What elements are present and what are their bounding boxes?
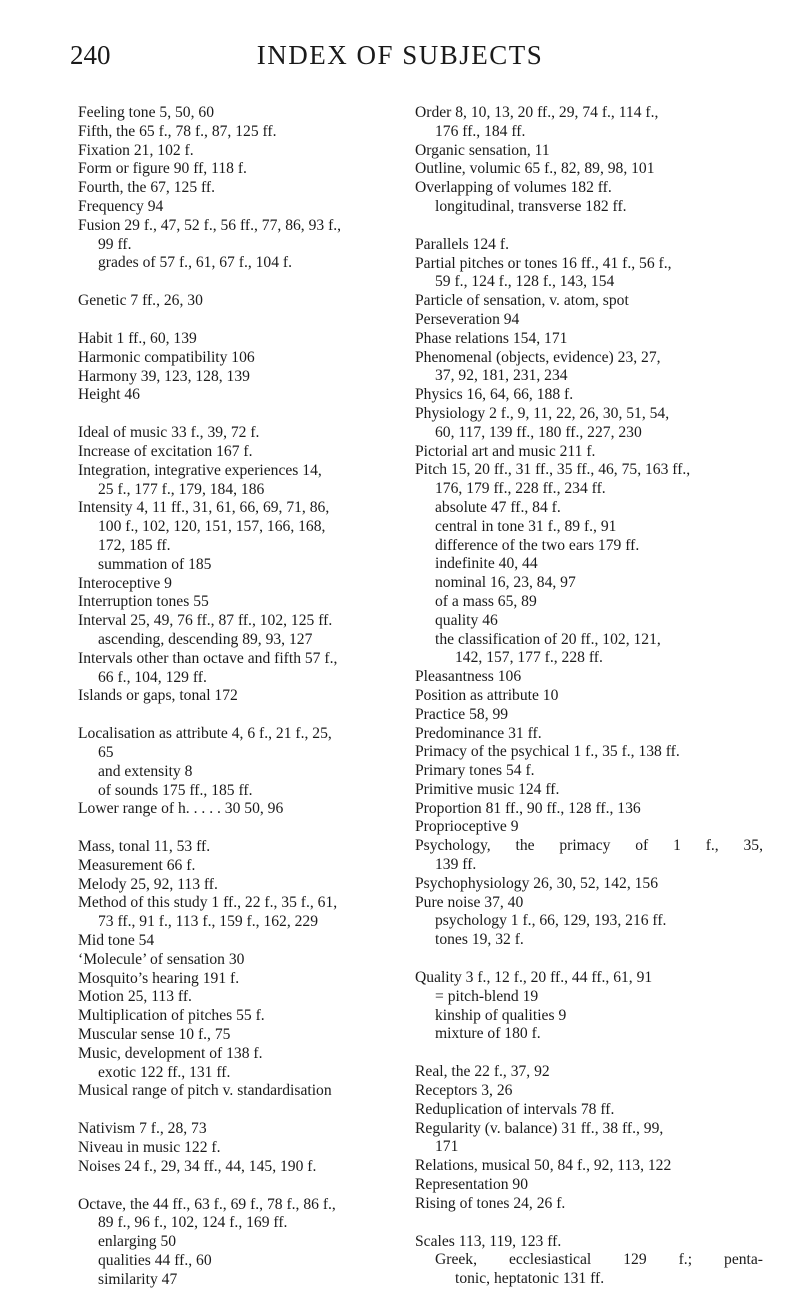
index-subentry — [415, 1007, 763, 1026]
index-line: 59 f., 124 f., 128 f., 143, 154 — [435, 273, 615, 291]
index-line: Psychophysiology 26, 30, 52, 142, 156 — [415, 874, 659, 892]
index-line: Greek, ecclesiastical 129 f.; penta- — [435, 1251, 763, 1269]
index-entry — [78, 123, 418, 142]
index-entry — [78, 368, 418, 387]
index-entry — [415, 311, 763, 330]
index-line: absolute 47 ff., 84 f. — [435, 498, 561, 516]
index-entry — [78, 160, 418, 179]
section-gap — [78, 1101, 418, 1120]
section-gap — [415, 1214, 763, 1233]
index-entry — [415, 461, 763, 499]
index-entry — [78, 951, 418, 970]
index-entry — [78, 1158, 418, 1177]
index-line: Pitch 15, 20 ff., 31 ff., 35 ff., 46, 75, 163 ff., — [415, 461, 691, 479]
index-line: longitudinal, transverse 182 ff. — [435, 197, 627, 215]
index-line: Melody 25, 92, 113 ff. — [78, 875, 218, 893]
index-line: Frequency 94 — [78, 197, 164, 215]
index-entry — [415, 762, 763, 781]
index-entry — [78, 104, 418, 123]
index-subentry — [78, 1252, 418, 1271]
index-subentry — [415, 574, 763, 593]
index-line: Feeling tone 5, 50, 60 — [78, 104, 214, 121]
index-entry — [415, 837, 763, 875]
index-line: of a mass 65, 89 — [435, 592, 537, 610]
index-column-right — [415, 104, 763, 1289]
index-line: Intervals other than octave and fifth 57 f., — [78, 649, 338, 667]
index-entry — [78, 970, 418, 989]
index-line: Music, development of 138 f. — [78, 1044, 263, 1062]
section-gap — [415, 950, 763, 969]
index-entry — [78, 800, 418, 819]
index-line: Integration, integrative experiences 14, — [78, 461, 322, 479]
index-entry — [415, 706, 763, 725]
index-entry — [78, 1007, 418, 1026]
index-line: kinship of qualities 9 — [435, 1006, 567, 1024]
index-entry — [78, 198, 418, 217]
index-subentry — [415, 499, 763, 518]
index-line: Interoceptive 9 — [78, 574, 172, 592]
index-entry — [415, 1195, 763, 1214]
page-number: 240 — [70, 40, 111, 70]
index-entry — [415, 142, 763, 161]
index-line: Fourth, the 67, 125 ff. — [78, 179, 216, 197]
index-entry — [415, 969, 763, 988]
index-line: Proportion 81 ff., 90 ff., 128 ff., 136 — [415, 799, 641, 817]
section-gap — [78, 311, 418, 330]
index-line: 100 f., 102, 120, 151, 157, 166, 168, — [98, 518, 326, 536]
index-line: Rising of tones 24, 26 f. — [415, 1194, 566, 1212]
index-entry — [415, 1157, 763, 1176]
index-line: 66 f., 104, 129 ff. — [98, 668, 207, 686]
index-line: Practice 58, 99 — [415, 705, 509, 723]
index-line: summation of 185 — [98, 555, 212, 573]
index-entry — [415, 1120, 763, 1158]
index-line: Proprioceptive 9 — [415, 818, 519, 836]
index-line: Parallels 124 f. — [415, 235, 509, 253]
index-entry — [78, 1082, 418, 1101]
section-gap — [78, 1177, 418, 1196]
section-gap — [78, 273, 418, 292]
index-line: Regularity (v. balance) 31 ff., 38 ff., 99, — [415, 1119, 664, 1137]
index-entry — [78, 894, 418, 932]
index-line: 176 ff., 184 ff. — [435, 122, 526, 140]
index-line: 65 — [98, 743, 114, 761]
index-entry — [415, 875, 763, 894]
index-line: Noises 24 f., 29, 34 ff., 44, 145, 190 f. — [78, 1157, 317, 1175]
index-line: ascending, descending 89, 93, 127 — [98, 630, 313, 648]
index-entry — [78, 687, 418, 706]
section-gap — [415, 217, 763, 236]
index-line: 89 f., 96 f., 102, 124 f., 169 ff. — [98, 1214, 288, 1232]
index-subentry — [415, 912, 763, 931]
index-entry — [415, 386, 763, 405]
index-entry — [415, 255, 763, 293]
index-entry — [78, 424, 418, 443]
index-subentry — [415, 612, 763, 631]
index-subentry — [415, 198, 763, 217]
index-entry — [78, 932, 418, 951]
index-subentry — [78, 556, 418, 575]
index-entry — [78, 1026, 418, 1045]
page-header — [0, 40, 800, 84]
index-entry — [78, 650, 418, 688]
index-entry — [78, 725, 418, 763]
index-entry — [415, 1101, 763, 1120]
index-line: Particle of sensation, v. atom, spot — [415, 292, 629, 310]
index-line: Physics 16, 64, 66, 188 f. — [415, 386, 574, 404]
index-line: and extensity 8 — [98, 762, 193, 780]
index-entry — [415, 349, 763, 387]
index-subentry — [415, 537, 763, 556]
index-entry — [78, 349, 418, 368]
index-line: Phase relations 154, 171 — [415, 329, 568, 347]
index-subentry — [78, 763, 418, 782]
index-line: Reduplication of intervals 78 ff. — [415, 1100, 615, 1118]
index-line: 171 — [435, 1138, 459, 1156]
index-line: Lower range of h. . . . . 30 50, 96 — [78, 800, 284, 818]
index-line: 25 f., 177 f., 179, 184, 186 — [98, 480, 265, 498]
index-line: Position as attribute 10 — [415, 686, 559, 704]
index-subentry — [78, 1233, 418, 1252]
index-line: 142, 157, 177 f., 228 ff. — [455, 649, 603, 667]
index-line: Physiology 2 f., 9, 11, 22, 26, 30, 51, 54, — [415, 404, 670, 422]
index-line: Musical range of pitch v. standardisation — [78, 1082, 332, 1100]
index-subentry — [415, 931, 763, 950]
index-line: tones 19, 32 f. — [435, 931, 524, 949]
index-entry — [78, 575, 418, 594]
index-subentry — [78, 254, 418, 273]
index-entry — [78, 838, 418, 857]
index-line: Ideal of music 33 f., 39, 72 f. — [78, 424, 260, 442]
index-line: Primary tones 54 f. — [415, 762, 535, 780]
index-entry — [78, 330, 418, 349]
index-column-left — [78, 104, 418, 1290]
index-entry — [78, 443, 418, 462]
index-line: Pure noise 37, 40 — [415, 893, 524, 911]
index-line: Multiplication of pitches 55 f. — [78, 1007, 265, 1025]
running-head: INDEX OF SUBJECTS — [256, 40, 544, 70]
index-line: Motion 25, 113 ff. — [78, 988, 192, 1006]
index-line: Fusion 29 f., 47, 52 f., 56 ff., 77, 86, 93 f., — [78, 216, 342, 234]
index-line: Primitive music 124 ff. — [415, 780, 560, 798]
index-line: Method of this study 1 ff., 22 f., 35 f., 61, — [78, 894, 338, 912]
index-subentry — [415, 631, 763, 669]
index-line: Habit 1 ff., 60, 139 — [78, 329, 197, 347]
index-line: Measurement 66 f. — [78, 856, 196, 874]
index-line: Primacy of the psychical 1 f., 35 f., 138 ff. — [415, 743, 680, 761]
index-line: Form or figure 90 ff, 118 f. — [78, 160, 247, 178]
index-line: Phenomenal (objects, evidence) 23, 27, — [415, 348, 661, 366]
index-entry — [78, 1139, 418, 1158]
index-line: 37, 92, 181, 231, 234 — [435, 367, 568, 385]
index-entry — [78, 462, 418, 500]
index-entry — [415, 292, 763, 311]
index-entry — [415, 800, 763, 819]
index-line: enlarging 50 — [98, 1233, 177, 1251]
index-line: Localisation as attribute 4, 6 f., 21 f., 25, — [78, 725, 332, 743]
index-line: Octave, the 44 ff., 63 f., 69 f., 78 f., 86 f., — [78, 1195, 336, 1213]
index-line: grades of 57 f., 61, 67 f., 104 f. — [98, 254, 293, 272]
index-entry — [78, 499, 418, 555]
index-line: of sounds 175 ff., 185 ff. — [98, 781, 253, 799]
index-subentry — [415, 988, 763, 1007]
index-entry — [415, 894, 763, 913]
index-entry — [78, 612, 418, 631]
index-entry — [415, 668, 763, 687]
index-subentry — [415, 593, 763, 612]
index-entry — [415, 1176, 763, 1195]
index-line: Quality 3 f., 12 f., 20 ff., 44 ff., 61, 91 — [415, 969, 653, 987]
index-line: indefinite 40, 44 — [435, 555, 538, 573]
index-subentry — [78, 631, 418, 650]
index-line: Pleasantness 106 — [415, 668, 522, 686]
index-line: Representation 90 — [415, 1176, 529, 1194]
index-entry — [415, 1233, 763, 1252]
section-gap — [78, 706, 418, 725]
index-subentry — [415, 1251, 763, 1289]
index-entry — [415, 818, 763, 837]
section-gap — [78, 405, 418, 424]
index-entry — [78, 386, 418, 405]
index-line: Receptors 3, 26 — [415, 1082, 513, 1100]
index-line: Niveau in music 122 f. — [78, 1139, 221, 1157]
index-entry — [78, 1196, 418, 1234]
index-line: Partial pitches or tones 16 ff., 41 f., 56 f., — [415, 254, 672, 272]
index-line: 60, 117, 139 ff., 180 ff., 227, 230 — [435, 423, 642, 441]
index-entry — [78, 593, 418, 612]
index-entry — [415, 179, 763, 198]
index-entry — [78, 142, 418, 161]
index-line: Organic sensation, 11 — [415, 141, 550, 159]
index-entry — [78, 1120, 418, 1139]
index-subentry — [415, 1025, 763, 1044]
index-entry — [415, 743, 763, 762]
index-line: Height 46 — [78, 386, 140, 404]
index-subentry — [78, 1064, 418, 1083]
index-line: Muscular sense 10 f., 75 — [78, 1026, 231, 1044]
index-line: quality 46 — [435, 611, 498, 629]
index-line: similarity 47 — [98, 1270, 178, 1288]
index-line: Mass, tonal 11, 53 ff. — [78, 838, 211, 856]
index-line: Scales 113, 119, 123 ff. — [415, 1232, 562, 1250]
index-line: 176, 179 ff., 228 ff., 234 ff. — [435, 480, 606, 498]
index-line: 99 ff. — [98, 235, 132, 253]
index-line: qualities 44 ff., 60 — [98, 1252, 212, 1270]
index-line: mixture of 180 f. — [435, 1025, 541, 1043]
index-line: central in tone 31 f., 89 f., 91 — [435, 517, 617, 535]
index-entry — [415, 330, 763, 349]
index-subentry — [415, 555, 763, 574]
index-line: Pictorial art and music 211 f. — [415, 442, 596, 460]
index-line: Fixation 21, 102 f. — [78, 141, 194, 159]
index-entry — [78, 1045, 418, 1064]
index-line: nominal 16, 23, 84, 97 — [435, 574, 576, 592]
index-entry — [415, 687, 763, 706]
index-line: Harmony 39, 123, 128, 139 — [78, 367, 250, 385]
index-entry — [415, 1082, 763, 1101]
index-line: Predominance 31 ff. — [415, 724, 542, 742]
index-line: Nativism 7 f., 28, 73 — [78, 1120, 207, 1138]
index-entry — [78, 857, 418, 876]
index-subentry — [78, 782, 418, 801]
index-line: psychology 1 f., 66, 129, 193, 216 ff. — [435, 912, 667, 930]
index-entry — [78, 179, 418, 198]
index-line: 73 ff., 91 f., 113 f., 159 f., 162, 229 — [98, 913, 319, 931]
index-line: Genetic 7 ff., 26, 30 — [78, 292, 203, 310]
index-line: Islands or gaps, tonal 172 — [78, 687, 238, 705]
index-line: Real, the 22 f., 37, 92 — [415, 1063, 550, 1081]
index-line: Mosquito’s hearing 191 f. — [78, 969, 240, 987]
index-entry — [415, 781, 763, 800]
index-entry — [415, 725, 763, 744]
index-subentry — [78, 1271, 418, 1290]
index-entry — [415, 405, 763, 443]
index-line: Interruption tones 55 — [78, 593, 209, 611]
index-line: Harmonic compatibility 106 — [78, 348, 255, 366]
index-line: exotic 122 ff., 131 ff. — [98, 1063, 231, 1081]
index-line: Outline, volumic 65 f., 82, 89, 98, 101 — [415, 160, 655, 178]
index-line: tonic, heptatonic 131 ff. — [455, 1270, 605, 1288]
index-line: 172, 185 ff. — [98, 536, 171, 554]
index-line: 139 ff. — [435, 856, 477, 874]
index-line: the classification of 20 ff., 102, 121, — [435, 630, 661, 648]
index-line: Intensity 4, 11 ff., 31, 61, 66, 69, 71, 86, — [78, 499, 330, 517]
index-line: Fifth, the 65 f., 78 f., 87, 125 ff. — [78, 122, 277, 140]
index-entry — [78, 292, 418, 311]
index-line: Relations, musical 50, 84 f., 92, 113, 122 — [415, 1157, 672, 1175]
index-line: Overlapping of volumes 182 ff. — [415, 179, 612, 197]
index-entry — [415, 160, 763, 179]
index-line: ‘Molecule’ of sensation 30 — [78, 950, 245, 968]
index-subentry — [415, 518, 763, 537]
index-entry — [415, 443, 763, 462]
index-line: Perseveration 94 — [415, 310, 520, 328]
index-entry — [78, 988, 418, 1007]
index-entry — [78, 217, 418, 255]
section-gap — [78, 819, 418, 838]
index-entry — [78, 876, 418, 895]
index-line: = pitch-blend 19 — [435, 987, 539, 1005]
index-line: Interval 25, 49, 76 ff., 87 ff., 102, 125 ff. — [78, 612, 333, 630]
index-entry — [415, 1063, 763, 1082]
index-line: Mid tone 54 — [78, 932, 155, 950]
index-line: Psychology, the primacy of 1 f., 35, — [415, 837, 763, 855]
index-entry — [415, 236, 763, 255]
section-gap — [415, 1044, 763, 1063]
index-line: Order 8, 10, 13, 20 ff., 29, 74 f., 114 f., — [415, 104, 659, 121]
index-entry — [415, 104, 763, 142]
index-line: Increase of excitation 167 f. — [78, 442, 253, 460]
index-line: difference of the two ears 179 ff. — [435, 536, 640, 554]
